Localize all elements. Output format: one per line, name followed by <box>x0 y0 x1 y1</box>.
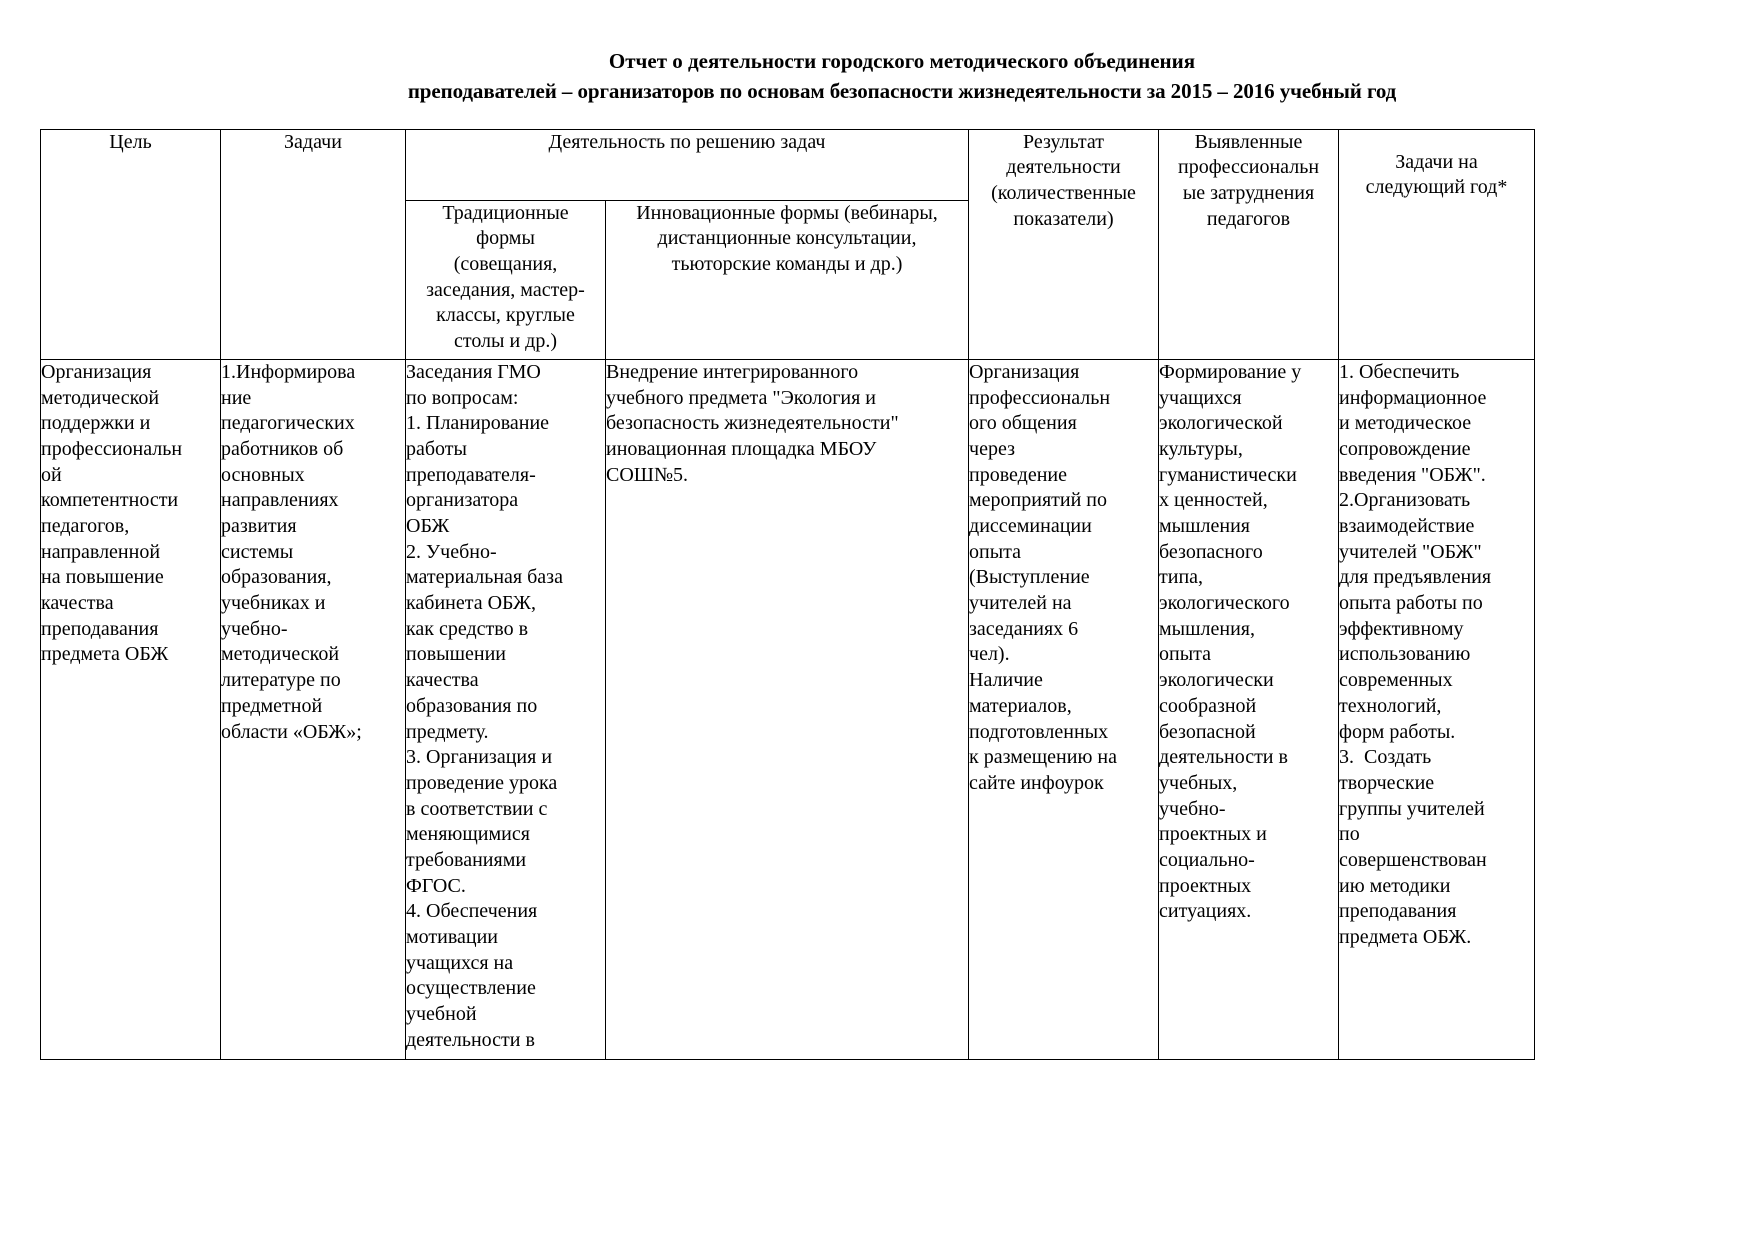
traditional-line-25: учебной <box>406 1003 477 1026</box>
cell-result <box>969 359 1159 1059</box>
result-line-10: заседаниях 6 <box>969 617 1079 640</box>
goal-line-5: компетентности <box>41 489 179 512</box>
traditional-line-17: в соответствии с <box>406 797 548 820</box>
traditional-line-10: как средство в <box>406 617 529 640</box>
next-year-line-14: форм работы. <box>1339 720 1456 743</box>
difficulties-line-9: экологического <box>1159 592 1290 615</box>
innovative-line-3: иновационная площадка МБОУ <box>606 437 877 460</box>
tasks-line-3: работников об <box>221 437 344 460</box>
result-line-2: (количественные <box>991 182 1136 205</box>
result-line-0: Результат <box>1023 130 1105 153</box>
tasks-line-1: ние <box>221 386 252 409</box>
difficulties-line-20: проектных <box>1159 874 1252 897</box>
table-body <box>41 359 1535 1059</box>
tasks-line-6: развития <box>221 515 297 537</box>
goal-line-0: Организация <box>41 360 152 383</box>
goal-line-4: ой <box>41 463 62 486</box>
goal-line-8: на повышение <box>41 566 164 589</box>
next-year-line-0: 1. Обеспечить <box>1339 360 1460 383</box>
difficulties-line-19: социально- <box>1159 848 1255 871</box>
cell-traditional <box>406 359 606 1059</box>
tasks-line-11: методической <box>221 643 340 666</box>
goal-line-3: профессиональн <box>41 437 183 460</box>
traditional-line-2: 1. Планирование <box>406 412 550 435</box>
tasks-line-4: основных <box>221 463 305 486</box>
innovative-hdr-line-0: Инновационные формы (вебинары, <box>636 201 938 224</box>
difficulties-line-1: учащихся <box>1159 386 1242 409</box>
tasks-line-9: учебниках и <box>221 592 326 615</box>
result-line-13: материалов, <box>969 694 1072 717</box>
traditional-line-5: столы и др.) <box>453 329 558 352</box>
traditional-line-0: Заседания ГМО <box>406 360 541 383</box>
next-year-line-19: совершенствован <box>1339 848 1487 871</box>
next-year-line-17: группы учителей <box>1339 797 1485 820</box>
traditional-line-16: проведение урока <box>406 771 558 794</box>
result-line-3: показатели) <box>1013 207 1114 230</box>
result-line-11: чел). <box>969 643 1010 666</box>
column-header-difficulties <box>1159 129 1339 359</box>
header-row-top <box>41 129 1535 200</box>
traditional-line-8: материальная база <box>406 566 563 589</box>
column-header-result <box>969 129 1159 359</box>
traditional-line-5: организатора <box>406 489 519 512</box>
traditional-line-6: ОБЖ <box>406 515 450 537</box>
tasks-line-5: направлениях <box>221 489 339 512</box>
result-line-12: Наличие <box>969 669 1043 692</box>
column-header-next-year <box>1339 129 1535 359</box>
result-line-6: диссеминации <box>969 515 1092 537</box>
tasks-line-8: образования, <box>221 566 332 589</box>
cell-next-year <box>1339 359 1535 1059</box>
traditional-line-9: кабинета ОБЖ, <box>406 592 536 615</box>
tasks-line-7: системы <box>221 540 294 563</box>
page-title <box>0 0 1754 107</box>
difficulties-line-4: гуманистически <box>1159 463 1297 486</box>
goal-line-9: качества <box>41 592 114 615</box>
difficulties-line-16: учебных, <box>1159 771 1238 794</box>
next-year-line-9: опыта работы по <box>1339 592 1483 615</box>
innovative-line-4: СОШ№5. <box>606 463 689 486</box>
result-line-15: к размещению на <box>969 746 1117 769</box>
difficulties-line-11: опыта <box>1159 643 1212 666</box>
result-line-1: профессиональн <box>969 386 1111 409</box>
column-header-innovative-forms <box>606 200 969 359</box>
title-line-1: Отчет о деятельности городского методического объединения <box>608 49 1196 73</box>
tasks-line-14: области «ОБЖ»; <box>221 720 362 743</box>
difficulties-line-7: безопасного <box>1159 540 1263 563</box>
difficulties-line-17: учебно- <box>1159 797 1226 820</box>
difficulties-line-3: педагогов <box>1206 207 1291 230</box>
traditional-line-0: Традиционные <box>442 201 569 224</box>
next-year-line-12: современных <box>1339 669 1453 692</box>
next-year-line-18: по <box>1339 823 1360 846</box>
goal-line-6: педагогов, <box>41 515 130 537</box>
cell-goal <box>41 359 221 1059</box>
next-year-line-3: сопровождение <box>1339 437 1471 460</box>
next-year-line-10: эффективному <box>1339 617 1464 640</box>
report-table <box>40 129 1535 1060</box>
traditional-line-21: 4. Обеспечения <box>406 900 538 923</box>
traditional-line-11: повышении <box>406 643 506 666</box>
result-line-2: ого общения <box>969 412 1077 435</box>
traditional-line-19: требованиями <box>406 848 527 871</box>
column-header-traditional-forms <box>406 200 606 359</box>
traditional-line-3: заседания, мастер- <box>426 278 585 301</box>
difficulties-line-10: мышления, <box>1159 617 1255 640</box>
result-line-1: деятельности <box>1006 156 1121 179</box>
result-line-9: учителей на <box>969 592 1072 615</box>
cell-innovative <box>606 359 969 1059</box>
cell-difficulties <box>1159 359 1339 1059</box>
traditional-line-26: деятельности в <box>406 1028 535 1051</box>
cell-tasks <box>221 359 406 1059</box>
result-line-0: Организация <box>969 360 1080 383</box>
next-year-line-5: 2.Организовать <box>1339 489 1471 512</box>
goal-line-10: преподавания <box>41 617 159 640</box>
difficulties-line-2: ые затруднения <box>1182 182 1315 205</box>
next-year-line-22: предмета ОБЖ. <box>1339 926 1472 948</box>
innovative-line-0: Внедрение интегрированного <box>606 360 859 383</box>
result-line-8: (Выступление <box>969 566 1090 589</box>
traditional-line-12: качества <box>406 669 479 692</box>
column-header-tasks: Задачи <box>221 129 406 359</box>
difficulties-line-13: сообразной <box>1159 694 1257 717</box>
traditional-line-13: образования по <box>406 694 538 717</box>
innovative-hdr-line-1: дистанционные консультации, <box>657 227 917 250</box>
difficulties-line-1: профессиональн <box>1177 156 1320 179</box>
table-row <box>41 359 1535 1059</box>
traditional-line-2: (совещания, <box>453 253 558 276</box>
tasks-line-12: литературе по <box>221 669 341 692</box>
next-year-line-20: ию методики <box>1339 874 1451 897</box>
difficulties-line-15: деятельности в <box>1159 746 1288 769</box>
column-header-activity-group: Деятельность по решению задач <box>406 129 969 200</box>
tasks-line-13: предметной <box>221 694 323 717</box>
next-year-line-0: Задачи на <box>1395 150 1478 173</box>
result-line-5: мероприятий по <box>969 489 1108 512</box>
traditional-line-4: преподавателя- <box>406 463 536 486</box>
traditional-line-14: предмету. <box>406 720 489 743</box>
traditional-line-1: по вопросам: <box>406 386 519 409</box>
result-line-16: сайте инфоурок <box>969 771 1104 794</box>
difficulties-line-14: безопасной <box>1159 720 1256 743</box>
traditional-line-3: работы <box>406 437 467 460</box>
next-year-line-13: технологий, <box>1339 694 1442 717</box>
difficulties-line-18: проектных и <box>1159 823 1267 846</box>
next-year-line-7: учителей "ОБЖ" <box>1339 540 1482 563</box>
innovative-line-2: безопасность жизнедеятельности" <box>606 412 899 435</box>
traditional-line-23: учащихся на <box>406 951 514 974</box>
table-header <box>41 129 1535 359</box>
difficulties-line-21: ситуациях. <box>1159 900 1252 923</box>
result-line-4: проведение <box>969 463 1067 486</box>
goal-line-11: предмета ОБЖ <box>41 643 169 666</box>
innovative-line-1: учебного предмета "Экология и <box>606 386 876 409</box>
traditional-line-22: мотивации <box>406 926 499 948</box>
title-line-2: преподавателей – организаторов по основам безопасности жизнедеятельности за 2015 – 2016 учебный год <box>407 79 1397 104</box>
next-year-line-1: следующий год* <box>1365 176 1508 199</box>
traditional-line-20: ФГОС. <box>406 874 466 897</box>
difficulties-line-2: экологической <box>1159 412 1283 435</box>
goal-line-7: направленной <box>41 540 161 563</box>
traditional-line-4: классы, круглые <box>436 304 575 327</box>
next-year-line-4: введения "ОБЖ". <box>1339 463 1486 486</box>
difficulties-line-6: мышления <box>1159 515 1250 537</box>
next-year-line-16: творческие <box>1339 771 1435 794</box>
next-year-line-2: и методическое <box>1339 412 1472 435</box>
traditional-line-18: меняющимися <box>406 823 530 846</box>
goal-line-2: поддержки и <box>41 412 151 435</box>
difficulties-line-3: культуры, <box>1159 437 1243 460</box>
tasks-line-10: учебно- <box>221 617 288 640</box>
difficulties-line-5: х ценностей, <box>1159 489 1268 512</box>
tasks-line-0: 1.Информирова <box>221 360 356 383</box>
innovative-hdr-line-2: тьюторские команды и др.) <box>671 253 903 276</box>
next-year-line-21: преподавания <box>1339 900 1457 923</box>
next-year-line-8: для предъявления <box>1339 566 1492 589</box>
next-year-line-11: использованию <box>1339 643 1471 666</box>
next-year-line-15: 3. Создать <box>1339 746 1432 769</box>
tasks-line-2: педагогических <box>221 412 355 435</box>
traditional-line-1: формы <box>476 227 535 250</box>
result-line-7: опыта <box>969 540 1022 563</box>
difficulties-line-0: Выявленные <box>1194 130 1303 153</box>
result-line-14: подготовленных <box>969 720 1109 743</box>
next-year-line-1: информационное <box>1339 386 1487 409</box>
traditional-line-24: осуществление <box>406 977 536 1000</box>
next-year-line-6: взаимодействие <box>1339 515 1475 537</box>
traditional-line-15: 3. Организация и <box>406 746 553 769</box>
goal-line-1: методической <box>41 386 160 409</box>
difficulties-line-8: типа, <box>1159 566 1204 589</box>
traditional-line-7: 2. Учебно- <box>406 540 497 563</box>
column-header-goal: Цель <box>41 129 221 359</box>
result-line-3: через <box>969 437 1015 460</box>
difficulties-line-12: экологически <box>1159 669 1274 692</box>
difficulties-line-0: Формирование у <box>1159 360 1302 383</box>
